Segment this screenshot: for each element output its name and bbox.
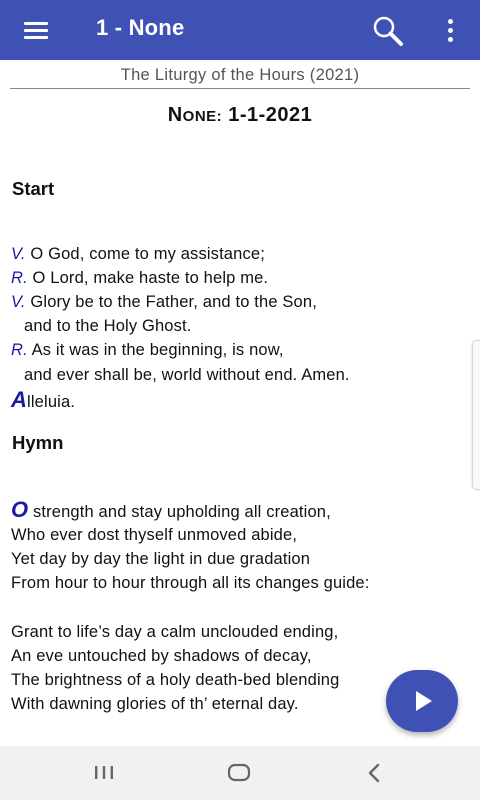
line-text: O Lord, make haste to help me. [27, 269, 269, 287]
section-heading-start: Start [12, 178, 55, 199]
response-line [11, 269, 268, 288]
day-title-initial: N [167, 104, 183, 126]
system-nav-bar [0, 746, 480, 800]
line-text: strength and stay upholding all creation, [28, 503, 331, 521]
section-heading-hymn: Hymn [12, 432, 64, 453]
book-title: The Liturgy of the Hours (2021) [120, 66, 360, 84]
office-text[interactable] [0, 60, 480, 746]
scrollbar-handle[interactable] [472, 340, 480, 490]
line-text: Glory be to the Father, and to the Son, [25, 293, 317, 311]
hymn-line: The brightness of a holy death-bed blending [11, 671, 340, 689]
alleluia-line [11, 387, 75, 413]
continuation-line: and to the Holy Ghost. [24, 317, 192, 335]
day-title [0, 104, 480, 127]
hymn-line: An eve untouched by shadows of decay, [11, 647, 312, 665]
hymn-line: Grant to life’s day a calm unclouded ending, [11, 623, 339, 641]
response-marker: R. [11, 269, 28, 287]
versicle-line [11, 293, 317, 312]
line-text: As it was in the beginning, is now, [27, 341, 284, 359]
versicle-line [11, 245, 265, 264]
initial-letter: A [11, 387, 28, 412]
back-icon[interactable] [354, 758, 394, 788]
home-icon[interactable] [219, 758, 259, 788]
hymn-line: With dawning glories of th’ eternal day. [11, 695, 299, 713]
play-icon [416, 691, 432, 711]
response-marker: R. [11, 341, 28, 359]
day-title-rest: ONE: [182, 108, 223, 125]
response-line [11, 341, 284, 360]
more-vert-icon[interactable] [438, 16, 462, 46]
continuation-line: and ever shall be, world without end. Amen. [24, 366, 350, 384]
recents-icon[interactable] [84, 758, 124, 788]
play-button[interactable] [386, 670, 458, 732]
divider [10, 88, 470, 89]
search-icon[interactable] [370, 14, 406, 48]
page-title: 1 - None [96, 15, 185, 40]
hymn-line: Who ever dost thyself unmoved abide, [11, 526, 298, 544]
line-text: lleluia. [27, 393, 76, 411]
hymn-line [11, 497, 331, 523]
versicle-marker: V. [11, 245, 26, 263]
app-bar [0, 0, 480, 60]
initial-letter: O [11, 497, 29, 522]
line-text: O God, come to my assistance; [25, 245, 265, 263]
hamburger-menu-icon[interactable] [18, 18, 54, 44]
hymn-line: From hour to hour through all its changes guide: [11, 574, 370, 592]
hymn-line: Yet day by day the light in due gradation [11, 550, 311, 568]
day-title-date: 1-1-2021 [228, 104, 313, 126]
versicle-marker: V. [11, 293, 26, 311]
